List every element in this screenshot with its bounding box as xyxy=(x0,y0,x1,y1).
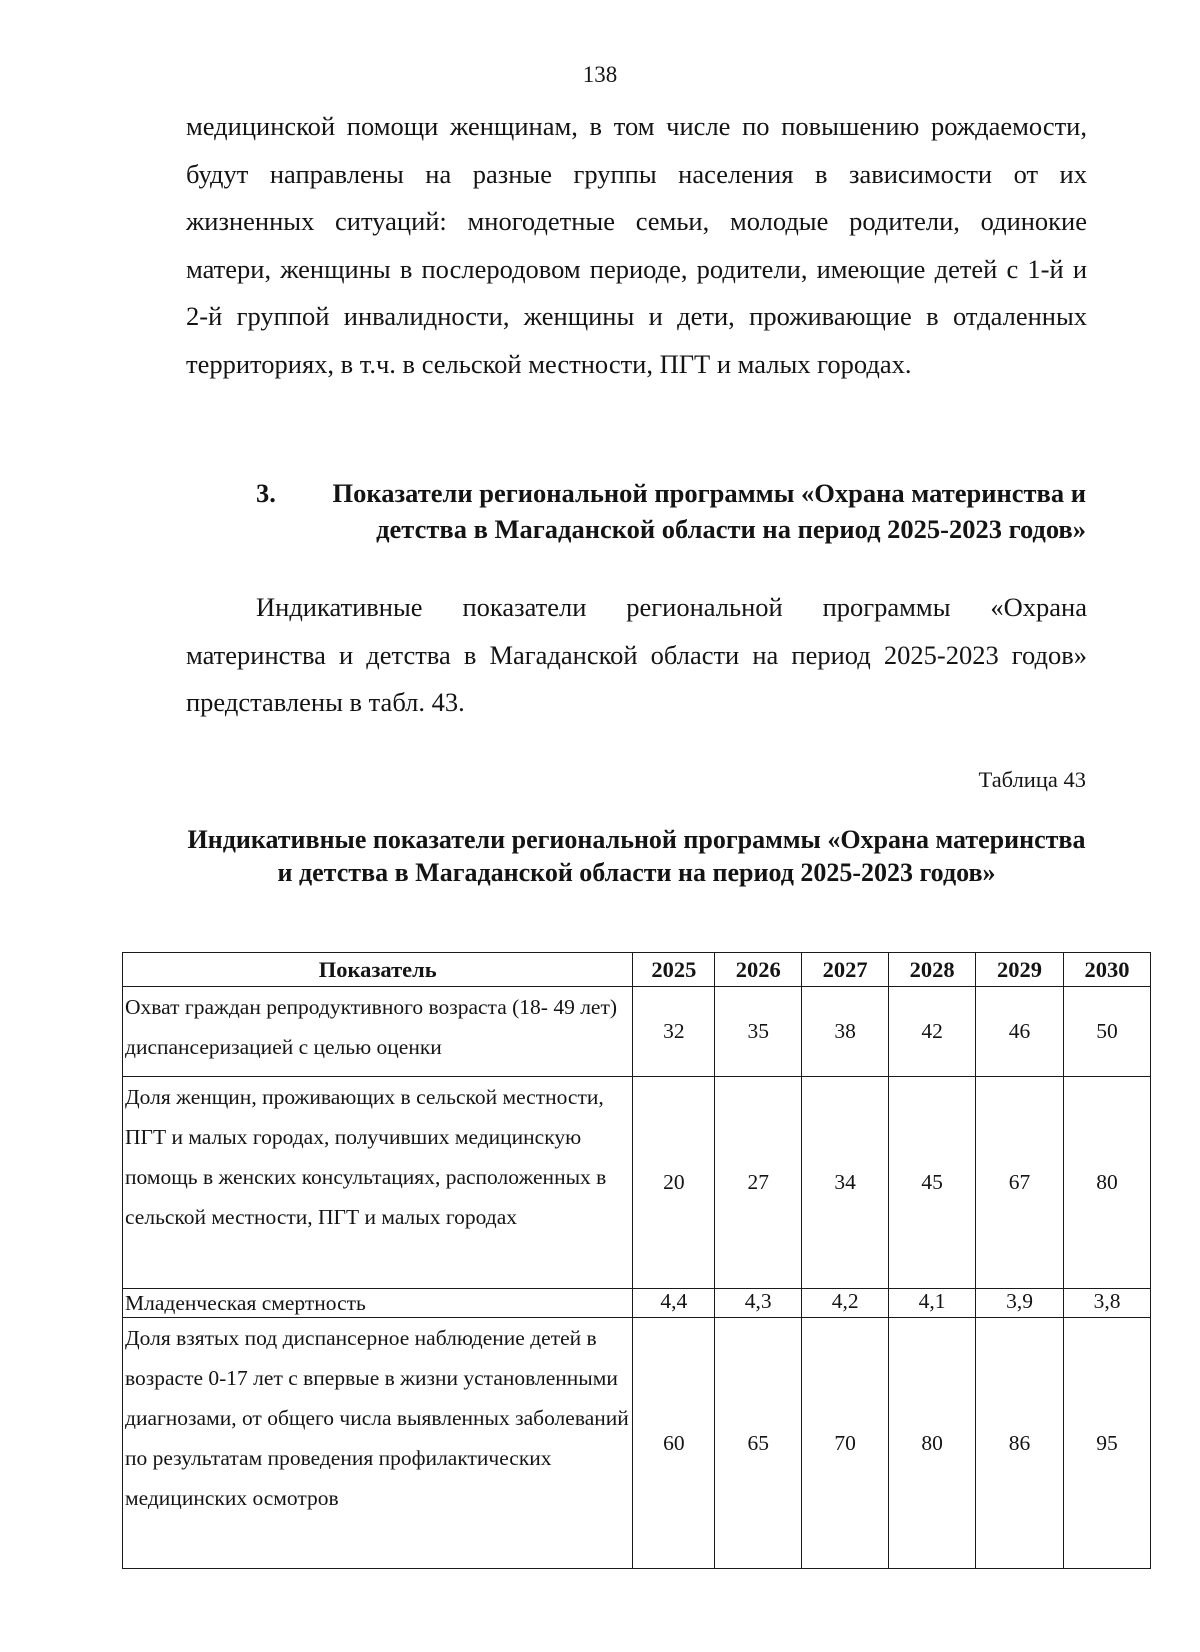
indicator-value: 4,1 xyxy=(889,1289,976,1318)
body-paragraph-2: Индикативные показатели региональной программы «Охрана материнства и детства в Магаданской области на период 2025-2023 годов» представлены в табл. 43. xyxy=(186,592,1087,717)
indicator-value: 3,8 xyxy=(1064,1289,1151,1318)
indicator-value: 27 xyxy=(715,1077,802,1289)
indicators-table xyxy=(122,952,1151,1569)
indicator-value: 80 xyxy=(1064,1077,1151,1289)
indicator-value: 42 xyxy=(889,987,976,1077)
indicator-value: 20 xyxy=(633,1077,715,1289)
indicator-value: 4,2 xyxy=(802,1289,889,1318)
section-title: Показатели региональной программы «Охрана материнства и детства в Магаданской области на период 2025-2023 годов» xyxy=(332,478,1086,544)
page-number: 138 xyxy=(582,62,618,87)
indicator-value: 35 xyxy=(715,987,802,1077)
table-row xyxy=(123,1318,1151,1569)
indicator-value: 46 xyxy=(976,987,1064,1077)
indicator-value: 34 xyxy=(802,1077,889,1289)
indicator-value: 32 xyxy=(633,987,715,1077)
section-number: 3. xyxy=(256,478,276,508)
section-heading xyxy=(256,475,1086,547)
indicator-name: Младенческая смертность xyxy=(123,1289,633,1318)
header-year: 2027 xyxy=(802,953,889,987)
indicator-value: 65 xyxy=(715,1318,802,1569)
indicator-value: 60 xyxy=(633,1318,715,1569)
indicator-value: 80 xyxy=(889,1318,976,1569)
table-row xyxy=(123,1289,1151,1318)
body-paragraph-1: медицинской помощи женщинам, в том числе по повышению рождаемости, будут направлены на разные группы населения в зависимости от их жизненных ситуаций: многодетные семьи, молодые родители, одинокие матери, женщины в послеродовом периоде, родители, имеющие детей с 1-й и 2-й группой инвалидности, женщины и дети, проживающие в отдаленных территориях, в т.ч. в сельской местности, ПГТ и малых городах. xyxy=(186,111,1087,379)
indicator-value: 38 xyxy=(802,987,889,1077)
indicator-value: 4,3 xyxy=(715,1289,802,1318)
indicator-value: 86 xyxy=(976,1318,1064,1569)
table-row xyxy=(123,987,1151,1077)
indicator-value: 50 xyxy=(1064,987,1151,1077)
header-year: 2025 xyxy=(633,953,715,987)
header-year: 2028 xyxy=(889,953,976,987)
table-title: Индикативные показатели региональной программы «Охрана материнства и детства в Магаданской области на период 2025-2023 годов» xyxy=(187,825,1086,887)
indicator-name: Охват граждан репродуктивного возраста (18- 49 лет) диспансеризацией с целью оценки xyxy=(123,987,633,1077)
header-year: 2029 xyxy=(976,953,1064,987)
indicator-value: 3,9 xyxy=(976,1289,1064,1318)
indicator-name: Доля женщин, проживающих в сельской местности, ПГТ и малых городах, получивших медицинскую помощь в женских консультациях, расположенных в сельской местности, ПГТ и малых городах xyxy=(123,1077,633,1289)
indicator-value: 45 xyxy=(889,1077,976,1289)
indicator-value: 67 xyxy=(976,1077,1064,1289)
header-year: 2030 xyxy=(1064,953,1151,987)
indicator-value: 70 xyxy=(802,1318,889,1569)
header-indicator: Показатель xyxy=(123,953,633,987)
header-year: 2026 xyxy=(715,953,802,987)
indicator-value: 95 xyxy=(1064,1318,1151,1569)
table-row xyxy=(123,1077,1151,1289)
table-caption: Таблица 43 xyxy=(978,767,1086,792)
table-header-row xyxy=(123,953,1151,987)
indicator-name: Доля взятых под диспансерное наблюдение детей в возрасте 0-17 лет с впервые в жизни установленными диагнозами, от общего числа выявленных заболеваний по результатам проведения профилактических медицинских осмотров xyxy=(123,1318,633,1569)
indicator-value: 4,4 xyxy=(633,1289,715,1318)
